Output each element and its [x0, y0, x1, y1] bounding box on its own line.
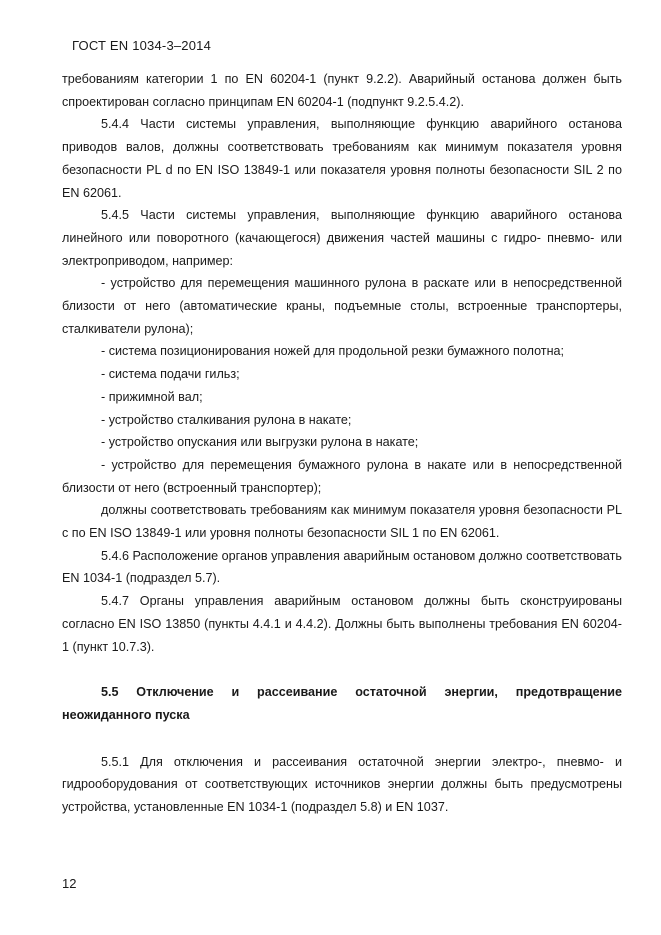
paragraph-5-5-1: 5.5.1 Для отключения и рассеивания остаточной энергии электро-, пневмо- и гидрооборудования от соответствующих источников энергии должны быть предусмотрены устройства, установленные EN 1034-1 (подраздел 5.8) и EN 1037. [62, 754, 622, 815]
page-number: 12 [62, 876, 77, 891]
paragraph-5-4-6: 5.4.6 Расположение органов управления аварийным остановом должно соответствовать EN 1034-1 (подраздел 5.7). [62, 548, 622, 586]
section-title-5-5: 5.5 Отключение и рассеивание остаточной энергии, предотвращение неожиданного пуска [62, 685, 622, 722]
list-item: - устройство для перемещения машинного рулона в раскате или в непосредственной близости от него (автоматические краны, подъемные столы, встроенные транспортеры, сталкиватели рулона); [62, 276, 622, 336]
paragraph-requirement: должны соответствовать требованиям как минимум показателя уровня безопасности PL c по EN ISO 13849-1 или уровня полноты безопасности SIL 1 по EN 62061. [62, 503, 622, 541]
list-item: - прижимной вал; [101, 389, 203, 404]
page-content [62, 68, 622, 819]
list-item: - система подачи гильз; [101, 367, 240, 382]
paragraph-5-4-4: 5.4.4 Части системы управления, выполняющие функцию аварийного останова приводов валов, должны соответствовать требованиям как минимум показателя уровня безопасности PL d по EN ISO 13849-1 или показателя уровня полноты безопасности SIL 2 по EN 62061. [62, 117, 622, 200]
paragraph-continuation: требованиям категории 1 по EN 60204-1 (пункт 9.2.2). Аварийный останова должен быть спроектирован согласно принципам EN 60204-1 (подпункт 9.2.5.4.2). [62, 72, 622, 109]
page-header: ГОСТ EN 1034-3–2014 [72, 38, 212, 53]
list-item: - устройство опускания или выгрузки рулона в накате; [101, 435, 419, 450]
paragraph-5-4-5: 5.4.5 Части системы управления, выполняющие функцию аварийного останова линейного или поворотного (качающегося) движения частей машины с гидро- пневмо- или электроприводом, например: [62, 208, 622, 268]
list-item: - система позиционирования ножей для продольной резки бумажного полотна; [101, 344, 565, 359]
list-item: - устройство сталкивания рулона в накате; [101, 412, 352, 427]
list-item: - устройство для перемещения бумажного рулона в накате или в непосредственной близости от него (встроенный транспортер); [62, 457, 622, 495]
paragraph-5-4-7: 5.4.7 Органы управления аварийным остановом должны быть сконструированы согласно EN ISO 13850 (пункты 4.4.1 и 4.4.2). Должны быть выполнены требования EN 60204-1 (пункт 10.7.3). [62, 594, 622, 654]
